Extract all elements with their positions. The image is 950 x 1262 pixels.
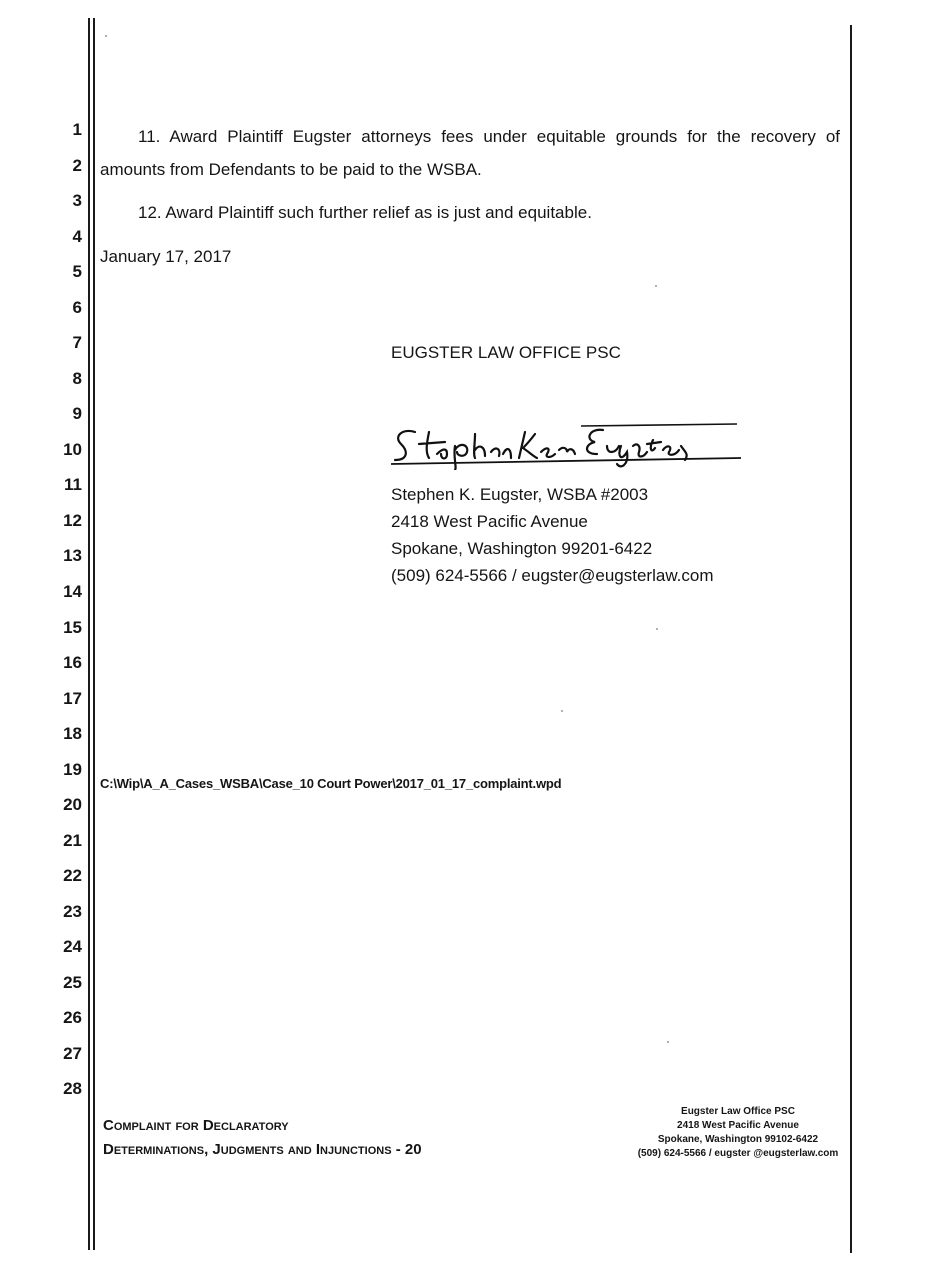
line-number: 2 — [72, 156, 82, 175]
line-number: 22 — [63, 866, 82, 885]
line-number: 4 — [72, 227, 82, 246]
scan-speck — [667, 1041, 669, 1043]
scan-speck — [655, 285, 657, 287]
line-number: 12 — [63, 511, 82, 530]
line-number: 26 — [63, 1008, 82, 1027]
footer-title-line-2 — [103, 1138, 422, 1162]
footer-title-line-2-text: Determinations, Judgments and Injunctions — [103, 1141, 392, 1158]
line-number: 23 — [63, 902, 82, 921]
line-number: 3 — [72, 191, 82, 210]
paragraph-11: 11. Award Plaintiff Eugster attorneys fees under equitable grounds for the recovery of amounts from Defendants to be paid to the WSBA. — [100, 127, 840, 179]
footer-office-street: 2418 West Pacific Avenue — [677, 1120, 799, 1131]
scan-speck — [656, 628, 658, 630]
line-number: 24 — [63, 937, 82, 956]
document-filepath: C:\Wip\A_A_Cases_WSBA\Case_10 Court Power\2017_01_17_complaint.wpd — [100, 776, 562, 791]
scan-speck — [561, 710, 563, 712]
line-number: 21 — [63, 831, 82, 850]
firm-name: EUGSTER LAW OFFICE PSC — [391, 343, 621, 362]
line-number: 11 — [64, 475, 82, 494]
footer-office-contact: (509) 624-5566 / eugster @eugsterlaw.com — [637, 1148, 839, 1159]
line-number: 5 — [72, 262, 82, 281]
line-number: 27 — [63, 1044, 82, 1063]
line-number: 8 — [72, 369, 82, 388]
footer-office-info — [610, 1105, 866, 1161]
line-number: 6 — [72, 298, 82, 317]
attorney-contact: (509) 624-5566 / eugster@eugsterlaw.com — [391, 566, 714, 585]
line-number: 7 — [72, 333, 82, 352]
right-margin-rule — [850, 25, 852, 1253]
line-number: 19 — [63, 760, 82, 779]
line-number: 1 — [72, 120, 82, 139]
footer-office-city: Spokane, Washington 99102-6422 — [657, 1134, 819, 1145]
line-number: 14 — [63, 582, 82, 601]
line-number: 16 — [63, 653, 82, 672]
line-number: 18 — [63, 724, 82, 743]
footer-title-line-1: Complaint for Declaratory — [103, 1117, 289, 1134]
line-number: 25 — [63, 973, 82, 992]
footer-document-title — [103, 1114, 422, 1162]
line-number: 13 — [63, 546, 82, 565]
filing-date: January 17, 2017 — [100, 247, 232, 266]
paragraph-12: 12. Award Plaintiff such further relief as is just and equitable. — [138, 203, 592, 222]
scan-speck — [105, 35, 107, 37]
left-margin-rule-outer — [88, 18, 90, 1250]
left-margin-rule-inner — [93, 18, 95, 1250]
handwritten-signature — [385, 418, 745, 470]
line-number: 28 — [63, 1079, 82, 1098]
attorney-city: Spokane, Washington 99201-6422 — [391, 539, 653, 558]
footer-office-name: Eugster Law Office PSC — [681, 1106, 795, 1117]
attorney-street: 2418 West Pacific Avenue — [391, 512, 588, 531]
line-number: 10 — [63, 440, 82, 459]
line-number: 9 — [72, 404, 82, 423]
footer-page-number: - 20 — [391, 1141, 422, 1158]
line-number: 17 — [63, 689, 82, 708]
signature-block — [391, 481, 714, 589]
attorney-name: Stephen K. Eugster, WSBA #2003 — [391, 485, 649, 504]
line-number: 20 — [63, 795, 82, 814]
line-number: 15 — [63, 618, 82, 637]
